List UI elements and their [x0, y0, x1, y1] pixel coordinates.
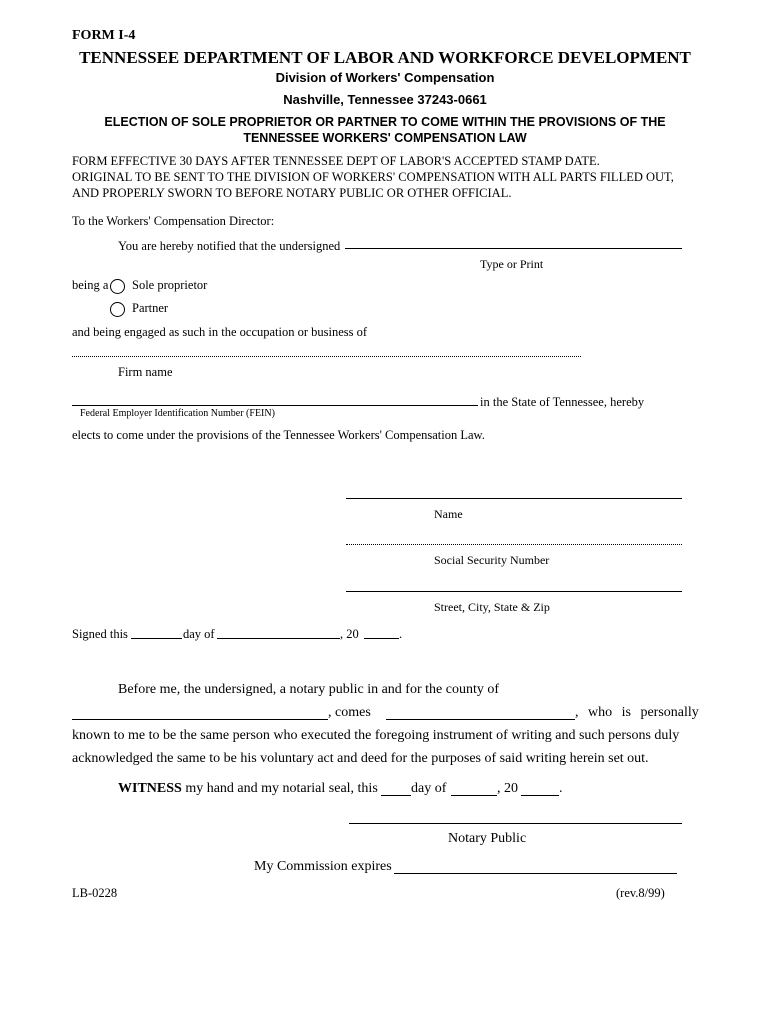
witness-text: my hand and my notarial seal, this: [181, 781, 378, 796]
election-title-line1: ELECTION OF SOLE PROPRIETOR OR PARTNER TO COME WITHIN THE PROVISIONS OF THE: [104, 115, 666, 129]
signed-month-field[interactable]: [217, 638, 340, 639]
instruction-line: ORIGINAL TO BE SENT TO THE DIVISION OF WORKERS' COMPENSATION WITH ALL PARTS FILLED OUT,: [72, 170, 674, 184]
partner-label: Partner: [132, 301, 169, 315]
being-a-label: being a: [72, 278, 109, 292]
notify-text: You are hereby notified that the undersigned: [118, 239, 341, 253]
witness-year-label: , 20: [497, 781, 518, 796]
firm-name-field[interactable]: [72, 356, 581, 357]
sole-proprietor-radio[interactable]: [110, 279, 125, 294]
form-id: FORM I-4: [72, 28, 136, 43]
division-title: Division of Workers' Compensation: [275, 70, 495, 85]
instruction-line: AND PROPERLY SWORN TO BEFORE NOTARY PUBLIC OR OTHER OFFICIAL.: [72, 186, 512, 200]
ssn-field[interactable]: [346, 544, 682, 545]
notary-public-label: Notary Public: [448, 831, 527, 846]
address-field[interactable]: [346, 591, 682, 592]
ssn-label: Social Security Number: [434, 553, 550, 567]
signed-suffix: .: [399, 627, 403, 641]
engaged-text: and being engaged as such in the occupation or business of: [72, 325, 368, 339]
instruction-line: FORM EFFECTIVE 30 DAYS AFTER TENNESSEE DEPT OF LABOR'S ACCEPTED STAMP DATE.: [72, 154, 600, 168]
witness-line: [118, 781, 378, 797]
fein-label: Federal Employer Identification Number (FEIN): [80, 408, 275, 419]
notary-signature-field[interactable]: [349, 823, 682, 824]
county-field[interactable]: [72, 719, 328, 720]
witness-month-field[interactable]: [451, 795, 497, 796]
witness-day-label: day of: [411, 781, 447, 796]
revision: (rev.8/99): [616, 886, 665, 900]
signed-prefix: Signed this: [72, 627, 128, 641]
partner-radio[interactable]: [110, 302, 125, 317]
firm-name-label: Firm name: [118, 365, 173, 379]
notary-personally: , who is personally: [575, 705, 699, 720]
notary-intro: Before me, the undersigned, a notary public in and for the county of: [118, 682, 499, 697]
signed-day-label: day of: [183, 627, 215, 641]
commission-label: My Commission expires: [254, 859, 392, 874]
witness-end: .: [559, 781, 563, 796]
type-or-print-label: Type or Print: [480, 257, 544, 271]
signed-year-field[interactable]: [364, 638, 399, 639]
witness-bold: WITNESS: [118, 781, 182, 796]
name-field[interactable]: [346, 498, 682, 499]
salutation: To the Workers' Compensation Director:: [72, 214, 275, 228]
fein-field[interactable]: [72, 405, 478, 406]
notary-comes: , comes: [328, 705, 371, 720]
address-title: Nashville, Tennessee 37243-0661: [283, 92, 487, 107]
elects-text: elects to come under the provisions of the Tennessee Workers' Compensation Law.: [72, 428, 485, 442]
sole-proprietor-label: Sole proprietor: [132, 278, 208, 292]
commission-field[interactable]: [394, 873, 677, 874]
undersigned-name-field[interactable]: [345, 248, 682, 249]
department-title: TENNESSEE DEPARTMENT OF LABOR AND WORKFORCE DEVELOPMENT: [79, 48, 691, 67]
address-label: Street, City, State & Zip: [434, 600, 550, 614]
state-text: in the State of Tennessee, hereby: [480, 395, 645, 409]
person-name-field[interactable]: [386, 719, 575, 720]
witness-year-field[interactable]: [521, 795, 559, 796]
election-title-line2: TENNESSEE WORKERS' COMPENSATION LAW: [243, 131, 527, 145]
name-label: Name: [434, 507, 463, 521]
signed-year-label: , 20: [340, 627, 359, 641]
signed-day-field[interactable]: [131, 638, 182, 639]
notary-line3: known to me to be the same person who executed the foregoing instrument of writing and such persons duly: [72, 728, 680, 743]
witness-day-field[interactable]: [381, 795, 411, 796]
notary-line4: acknowledged the same to be his voluntary act and deed for the purposes of said writing herein set out.: [72, 751, 649, 766]
footer-code: LB-0228: [72, 886, 118, 900]
